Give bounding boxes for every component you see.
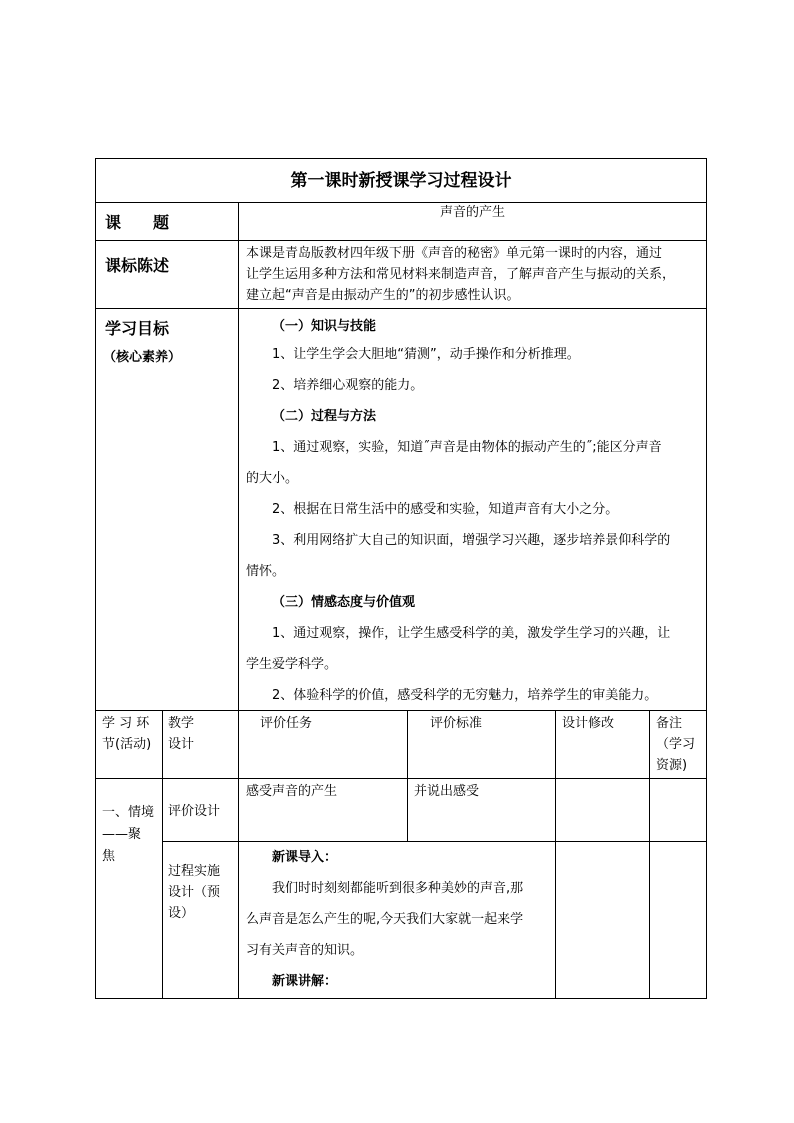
goal-item: 1、通过观察，操作，让学生感受科学的美，激发学生学习的兴趣，让 bbox=[272, 626, 671, 641]
intro-line: 我们时时刻刻都能听到很多种美妙的声音,那 bbox=[272, 881, 524, 896]
header-teaching: 教学 bbox=[168, 716, 195, 731]
col-divider bbox=[238, 202, 239, 710]
stage-name: ——聚 bbox=[102, 827, 142, 842]
goal-item: 学生爱学科学。 bbox=[246, 657, 338, 672]
standard-label: 课标陈述 bbox=[105, 256, 170, 275]
standard-line: 本课是青岛版教材四年级下册《声音的秘密》单元第一课时的内容，通过 bbox=[246, 246, 663, 261]
header-stage: 学 习 环 bbox=[102, 716, 150, 731]
process-label: 过程实施 bbox=[168, 864, 221, 879]
goal-item: 情怀。 bbox=[246, 564, 286, 579]
row-divider bbox=[95, 240, 707, 241]
topic-label: 课 题 bbox=[105, 213, 170, 232]
stage-name: 焦 bbox=[102, 849, 116, 864]
header-criteria: 评价标准 bbox=[430, 716, 483, 731]
eval-design-label: 评价设计 bbox=[168, 804, 221, 819]
lecture-heading: 新课讲解： bbox=[272, 974, 338, 989]
goal-item: 2、培养细心观察的能力。 bbox=[272, 378, 424, 393]
eval-task-value: 感受声音的产生 bbox=[246, 784, 338, 799]
header-stage: 节(活动) bbox=[102, 737, 152, 752]
col-divider bbox=[407, 710, 408, 841]
goal-item: 3、利用网络扩大自己的知识面，增强学习兴趣，逐步培养景仰科学的 bbox=[272, 533, 671, 548]
row-divider bbox=[95, 202, 707, 203]
header-note: 备注 bbox=[656, 716, 683, 731]
col-divider bbox=[649, 710, 650, 999]
topic-value: 声音的产生 bbox=[439, 205, 505, 220]
goal-item: 2、体验科学的价值，感受科学的无穷魅力，培养学生的审美能力。 bbox=[272, 688, 658, 703]
goal-heading: （三）情感态度与价值观 bbox=[272, 595, 416, 610]
goal-item: 1、让学生学会大胆地“猜测”，动手操作和分析推理。 bbox=[272, 347, 580, 362]
col-divider bbox=[555, 710, 556, 999]
standard-line: 建立起“声音是由振动产生的”的初步感性认识。 bbox=[246, 288, 520, 303]
goal-heading: （一）知识与技能 bbox=[272, 319, 377, 334]
col-divider bbox=[162, 710, 163, 999]
goal-item: 2、根据在日常生活中的感受和实验，知道声音有大小之分。 bbox=[272, 502, 619, 517]
goals-label: 学习目标 bbox=[105, 319, 170, 338]
stage-name: 一、情境 bbox=[102, 805, 155, 820]
header-note: （学习 bbox=[656, 737, 696, 752]
process-label: 设） bbox=[168, 906, 195, 921]
row-divider bbox=[162, 841, 707, 842]
header-revision: 设计修改 bbox=[562, 716, 615, 731]
intro-line: 习有关声音的知识。 bbox=[246, 943, 364, 958]
header-task: 评价任务 bbox=[260, 716, 313, 731]
goal-item: 1、通过观察，实验，知道˝声音是由物体的振动产生的˝;能区分声音 bbox=[272, 440, 662, 455]
eval-criteria-value: 并说出感受 bbox=[414, 784, 480, 799]
intro-line: 么声音是怎么产生的呢,今天我们大家就一起来学 bbox=[246, 912, 524, 927]
table-title: 第一课时新授课学习过程设计 bbox=[290, 171, 512, 191]
header-teaching: 设计 bbox=[168, 737, 195, 752]
goal-heading: （二）过程与方法 bbox=[272, 409, 377, 424]
intro-heading: 新课导入： bbox=[272, 850, 338, 865]
col-divider bbox=[238, 710, 239, 999]
goal-item: 的大小。 bbox=[246, 471, 299, 486]
row-divider bbox=[95, 778, 707, 779]
process-label: 设计（预 bbox=[168, 885, 221, 900]
header-note: 资源) bbox=[656, 758, 688, 773]
goals-sublabel: （核心素养） bbox=[103, 350, 182, 365]
standard-line: 让学生运用多种方法和常见材料来制造声音，了解声音产生与振动的关系， bbox=[246, 267, 676, 282]
row-divider bbox=[95, 308, 707, 309]
